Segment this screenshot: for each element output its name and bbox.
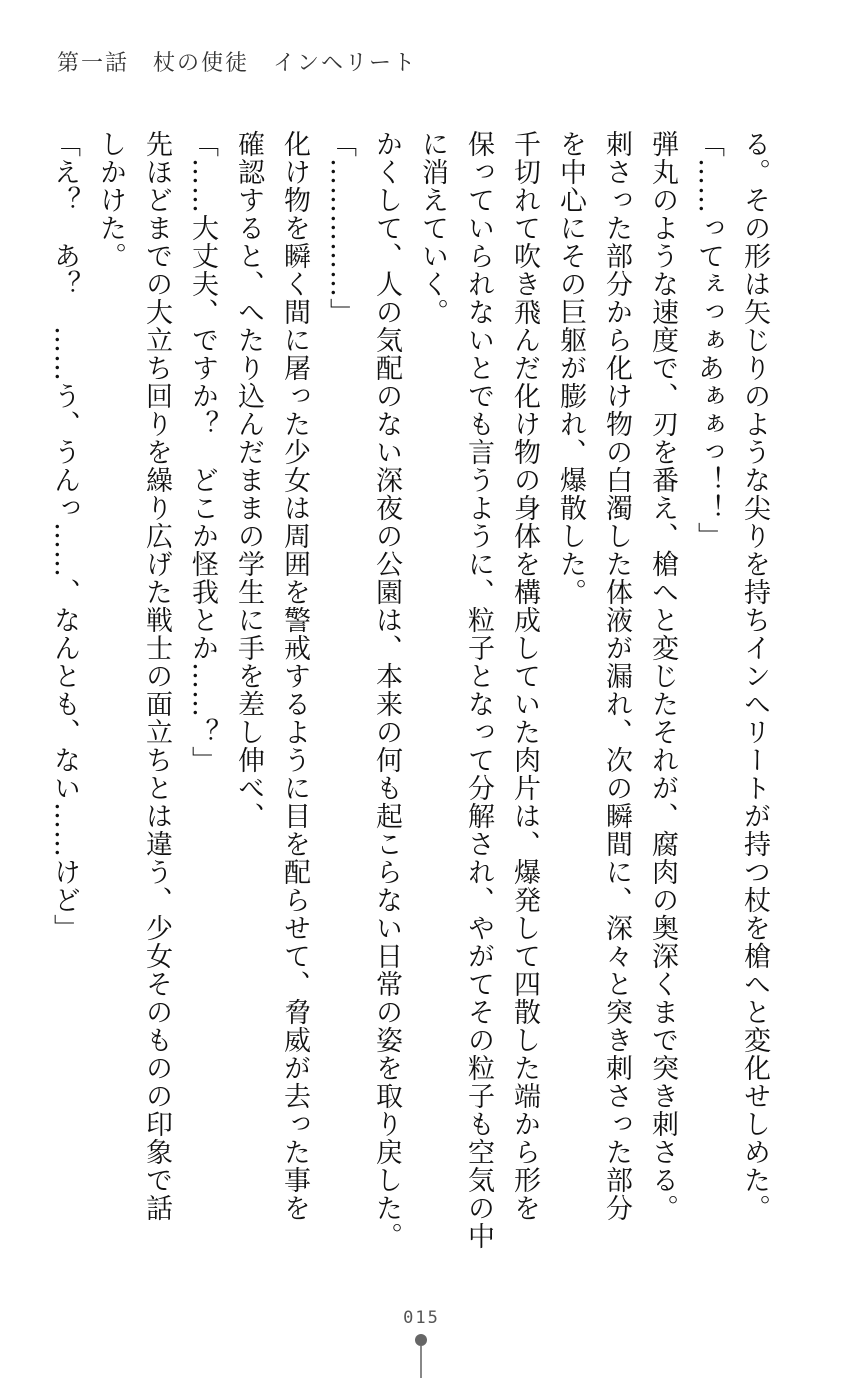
text-line: 「え？ あ？ ……う、うんっ……、なんとも、ない……けど」	[49, 130, 80, 942]
text-line: 先ほどまでの大立ち回りを繰り広げた戦士の面立ちとは違う、少女そのものの印象で話	[141, 130, 172, 1222]
text-line: 化け物を瞬く間に屠った少女は周囲を警戒するように目を配らせて、脅威が去った事を	[279, 130, 310, 1222]
text-line: かくして、人の気配のない深夜の公園は、本来の何も起こらない日常の姿を取り戻した。	[371, 130, 402, 1250]
text-line: 刺さった部分から化け物の白濁した体液が漏れ、次の瞬間に、深々と突き刺さった部分	[601, 130, 632, 1222]
vertical-text-body	[37, 130, 777, 1280]
text-line: 「……ってぇっぁあぁぁっ！！」	[693, 130, 724, 550]
text-line: を中心にその巨躯が膨れ、爆散した。	[555, 130, 586, 606]
text-line: 確認すると、へたり込んだままの学生に手を差し伸べ、	[233, 130, 264, 830]
text-line: 「……大丈夫、ですか？ どこか怪我とか……？」	[187, 130, 218, 774]
page-marker-line	[420, 1346, 422, 1378]
text-line: しかけた。	[95, 130, 126, 270]
text-line: 保っていられないとでも言うように、粒子となって分解され、やがてその粒子も空気の中	[463, 130, 494, 1250]
text-line: る。その形は矢じりのような尖りを持ちインへリートが持つ杖を槍へと変化せしめた。	[739, 130, 770, 1222]
page-number: 015	[403, 1308, 440, 1328]
page-marker-dot-icon	[415, 1334, 427, 1346]
running-header-chapter-title: 第一話 杖の使徒 インヘリート	[57, 51, 418, 76]
text-line: 弾丸のような速度で、刃を番え、槍へと変じたそれが、腐肉の奥深くまで突き刺さる。	[647, 130, 678, 1222]
text-line: に消えていく。	[417, 130, 448, 326]
text-line: 千切れて吹き飛んだ化け物の身体を構成していた肉片は、爆発して四散した端から形を	[509, 130, 540, 1222]
page-footer	[0, 1308, 843, 1328]
text-line: 「……………」	[325, 130, 356, 326]
